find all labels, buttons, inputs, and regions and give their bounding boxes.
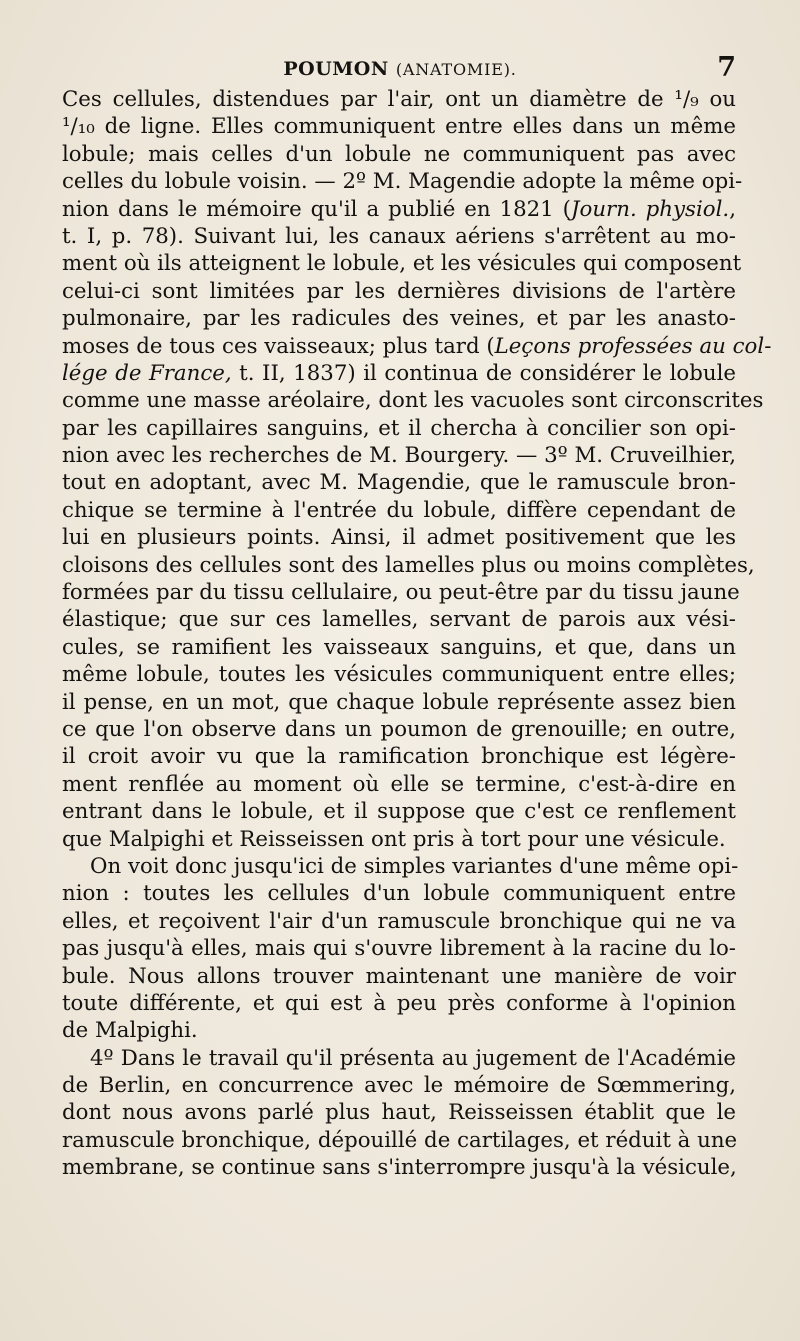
text-segment: ce que l'on observe dans un poumon de grenouille; en outre, [62,716,736,742]
text-segment: On voit donc jusqu'ici de simples variantes d'une même opi- [90,853,739,879]
text-line [62,196,736,223]
text-segment: toute différente, et qui est à peu près conforme à l'opinion [62,990,736,1016]
text-segment: nion : toutes les cellules d'un lobule communiquent entre [62,881,736,907]
text-segment: , [729,196,736,222]
text-line [62,250,742,277]
text-segment: membrane, se continue sans s'interrompre jusqu'à la vésicule, [62,1155,737,1181]
text-line [62,333,772,360]
text-line [62,826,736,853]
header-title [60,58,740,80]
text-line [62,634,736,661]
text-line [62,606,736,633]
text-segment: même lobule, toutes les vésicules communiquent entre elles; [62,662,736,688]
body-text [62,86,772,1182]
text-line [62,1017,736,1044]
text-line [62,579,740,606]
text-segment: moses de tous ces vaisseaux; plus tard ( [62,333,495,359]
text-segment: elles, et reçoivent l'air d'un ramuscule bronchique qui ne va [62,908,736,934]
text-segment: 4º Dans le travail qu'il présenta au jugement de l'Académie [90,1045,736,1071]
text-line [62,278,736,305]
text-segment: ¹/₁₀ de ligne. Elles communiquent entre elles dans un même [62,114,736,140]
text-line [62,880,736,907]
text-segment: t. I, p. 78). Suivant lui, les canaux aériens s'arrêtent au mo- [62,223,736,249]
text-segment: ment où ils atteignent le lobule, et les vésicules qui composent [62,251,742,277]
text-line [62,141,736,168]
italic-text: lége de France, [62,360,232,386]
text-line [62,415,736,442]
italic-text: Journ. physiol. [570,196,730,222]
text-line [62,935,736,962]
text-line [62,442,736,469]
text-line [62,497,736,524]
text-segment: de Berlin, en concurrence avec le mémoire de Sœmmering, [62,1073,736,1099]
text-line [62,86,736,113]
text-segment: il croit avoir vu que la ramification bronchique est légère- [62,744,736,770]
text-segment: formées par du tissu cellulaire, ou peut-être par du tissu jaune [62,580,740,606]
text-segment: élastique; que sur ces lamelles, servant de parois aux vési- [62,607,736,633]
text-segment: que Malpighi et Reisseissen ont pris à tort pour une vésicule. [62,826,726,852]
text-line [62,1154,736,1181]
text-segment: cloisons des cellules sont des lamelles plus ou moins complètes, [62,552,755,578]
text-segment: chique se termine à l'entrée du lobule, diffère cependant de [62,497,736,523]
text-segment: Ces cellules, distendues par l'air, ont un diamètre de ¹/₉ ou [62,87,736,112]
header-title-sub: (ANATOMIE). [395,60,517,79]
text-line [62,223,736,250]
header-title-main: POUMON [283,58,389,80]
text-segment: entrant dans le lobule, et il suppose que c'est ce renflement [62,799,736,825]
text-line [62,853,739,880]
text-line [62,360,736,387]
text-line [62,1127,736,1154]
text-segment: lui en plusieurs points. Ainsi, il admet positivement que les [62,525,736,551]
text-line [62,1045,736,1072]
text-segment: par les capillaires sanguins, et il chercha à concilier son opi- [62,415,736,441]
text-segment: il pense, en un mot, que chaque lobule représente assez bien [62,689,736,715]
text-line [62,168,743,195]
text-line [62,771,736,798]
text-segment: de Malpighi. [62,1018,198,1044]
running-header [60,52,740,88]
text-line [62,689,736,716]
text-segment: t. II, 1837) il continua de considérer le lobule [231,360,736,386]
text-segment: dont nous avons parlé plus haut, Reisseissen établit que le [62,1100,736,1126]
italic-text: Leçons professées au col- [494,333,772,359]
text-line [62,305,736,332]
text-line [62,469,736,496]
text-line [62,1072,736,1099]
text-segment: pas jusqu'à elles, mais qui s'ouvre librement à la racine du lo- [62,936,736,962]
text-segment: ramuscule bronchique, dépouillé de cartilages, et réduit à une [62,1127,738,1153]
text-segment: pulmonaire, par les radicules des veines, et par les anasto- [62,306,736,332]
text-segment: celui-ci sont limitées par les dernières divisions de l'artère [62,278,736,304]
text-line [62,1099,736,1126]
text-segment: cules, se ramifient les vaisseaux sanguins, et que, dans un [62,634,736,660]
text-segment: lobule; mais celles d'un lobule ne communiquent pas avec [62,141,736,167]
text-segment: nion avec les recherches de M. Bourgery. — 3º M. Cruveilhier, [62,443,736,469]
text-segment: bule. Nous allons trouver maintenant une manière de voir [62,963,736,989]
text-line [62,552,755,579]
text-line [62,990,736,1017]
text-segment: nion dans le mémoire qu'il a publié en 1821 ( [62,196,571,222]
text-line [62,661,736,688]
text-line [62,113,736,140]
text-segment: ment renflée au moment où elle se termine, c'est-à-dire en [62,771,736,797]
page-number: 7 [717,52,736,83]
text-line [62,387,764,414]
text-line [62,524,736,551]
text-segment: tout en adoptant, avec M. Magendie, que le ramuscule bron- [62,470,736,496]
text-segment: comme une masse aréolaire, dont les vacuoles sont circonscrites [62,388,764,414]
text-line [62,798,736,825]
text-line [62,716,736,743]
text-segment: celles du lobule voisin. — 2º M. Magendie adopte la même opi- [62,169,743,195]
text-line [62,908,736,935]
text-line [62,743,736,770]
text-line [62,963,736,990]
